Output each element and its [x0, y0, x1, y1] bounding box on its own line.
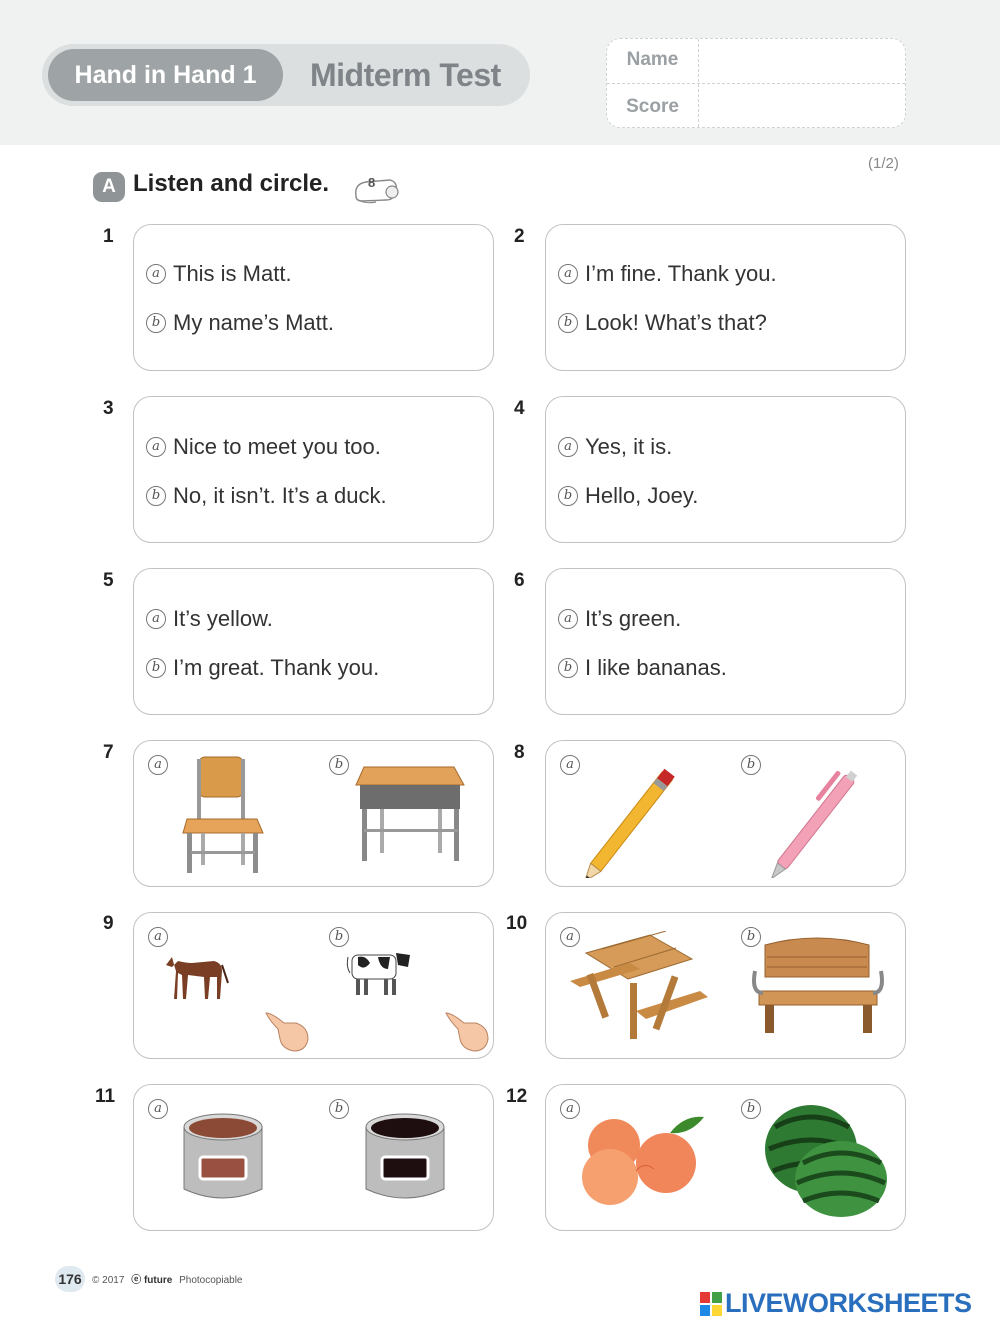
question-number: 9 — [103, 913, 114, 934]
watermelons-icon[interactable] — [761, 1097, 891, 1222]
publisher-logo: ⓔ future — [131, 1275, 173, 1286]
question-number: 8 — [514, 742, 525, 763]
option-a[interactable]: a Yes, it is. — [558, 434, 672, 460]
question-box — [545, 912, 906, 1059]
horse-icon[interactable] — [162, 943, 232, 1003]
question-box — [133, 1084, 494, 1231]
question-number: 3 — [103, 398, 114, 419]
page-number: 176 — [55, 1266, 85, 1292]
option-a-label[interactable]: a — [560, 755, 580, 775]
series-title: Hand in Hand 1 — [48, 49, 283, 101]
question-number: 11 — [95, 1086, 116, 1107]
option-a[interactable]: a This is Matt. — [146, 261, 292, 287]
test-title: Midterm Test — [310, 57, 501, 93]
question-box — [545, 396, 906, 543]
option-b-label[interactable]: b — [741, 1099, 761, 1119]
brown-paint-can-icon[interactable] — [182, 1111, 264, 1206]
name-score-box — [606, 38, 906, 128]
pointing-hand-icon — [262, 1007, 312, 1055]
option-b[interactable]: b I’m great. Thank you. — [146, 655, 379, 681]
option-a[interactable]: a Nice to meet you too. — [146, 434, 381, 460]
question-box — [133, 740, 494, 887]
question-box — [545, 568, 906, 715]
option-a[interactable]: a I’m fine. Thank you. — [558, 261, 777, 287]
option-a-label[interactable]: a — [560, 927, 580, 947]
score-field[interactable] — [700, 86, 900, 126]
peaches-icon[interactable] — [574, 1111, 704, 1207]
option-b-label[interactable]: b — [741, 755, 761, 775]
question-box — [545, 1084, 906, 1231]
section-badge: A — [93, 172, 125, 202]
pencil-icon[interactable] — [574, 753, 699, 878]
question-box — [545, 224, 906, 371]
question-box — [133, 224, 494, 371]
copyright-line: © 2017 ⓔ future Photocopiable — [92, 1275, 243, 1286]
question-box — [133, 396, 494, 543]
name-field[interactable] — [700, 41, 900, 81]
option-a[interactable]: a It’s green. — [558, 606, 681, 632]
option-a-label[interactable]: a — [148, 927, 168, 947]
option-b[interactable]: b My name’s Matt. — [146, 310, 334, 336]
chair-icon[interactable] — [179, 753, 269, 878]
option-a-label[interactable]: a — [560, 1099, 580, 1119]
score-label: Score — [626, 96, 679, 117]
option-b-label[interactable]: b — [329, 755, 349, 775]
option-b-label[interactable]: b — [329, 1099, 349, 1119]
question-number: 2 — [514, 226, 525, 247]
desk-icon[interactable] — [354, 763, 469, 868]
question-number: 7 — [103, 742, 114, 763]
pen-icon[interactable] — [758, 753, 883, 878]
liveworksheets-logo-icon — [700, 1292, 722, 1316]
question-number: 1 — [103, 226, 114, 247]
liveworksheets-watermark: LIVEWORKSHEETS — [700, 1288, 972, 1319]
option-b[interactable]: b I like bananas. — [558, 655, 727, 681]
question-number: 12 — [506, 1086, 528, 1107]
page-fraction: (1/2) — [868, 155, 899, 172]
option-b[interactable]: b No, it isn’t. It’s a duck. — [146, 483, 387, 509]
option-b-label[interactable]: b — [329, 927, 349, 947]
audio-track-icon[interactable] — [352, 170, 400, 204]
black-paint-can-icon[interactable] — [364, 1111, 446, 1206]
question-box — [545, 740, 906, 887]
option-b[interactable]: b Hello, Joey. — [558, 483, 698, 509]
option-a-label[interactable]: a — [148, 1099, 168, 1119]
name-label: Name — [626, 49, 679, 70]
cow-icon[interactable] — [344, 943, 414, 998]
track-number: 8 — [368, 175, 376, 190]
option-b-label[interactable]: b — [741, 927, 761, 947]
question-number: 5 — [103, 570, 114, 591]
question-box — [133, 568, 494, 715]
option-b[interactable]: b Look! What’s that? — [558, 310, 767, 336]
question-box — [133, 912, 494, 1059]
picnic-table-icon[interactable] — [566, 931, 711, 1046]
pointing-hand-icon — [442, 1007, 492, 1055]
option-a[interactable]: a It’s yellow. — [146, 606, 273, 632]
question-number: 10 — [506, 913, 528, 934]
question-number: 4 — [514, 398, 525, 419]
option-a-label[interactable]: a — [148, 755, 168, 775]
section-instruction: Listen and circle. — [133, 170, 330, 197]
question-number: 6 — [514, 570, 525, 591]
bench-icon[interactable] — [751, 935, 886, 1040]
